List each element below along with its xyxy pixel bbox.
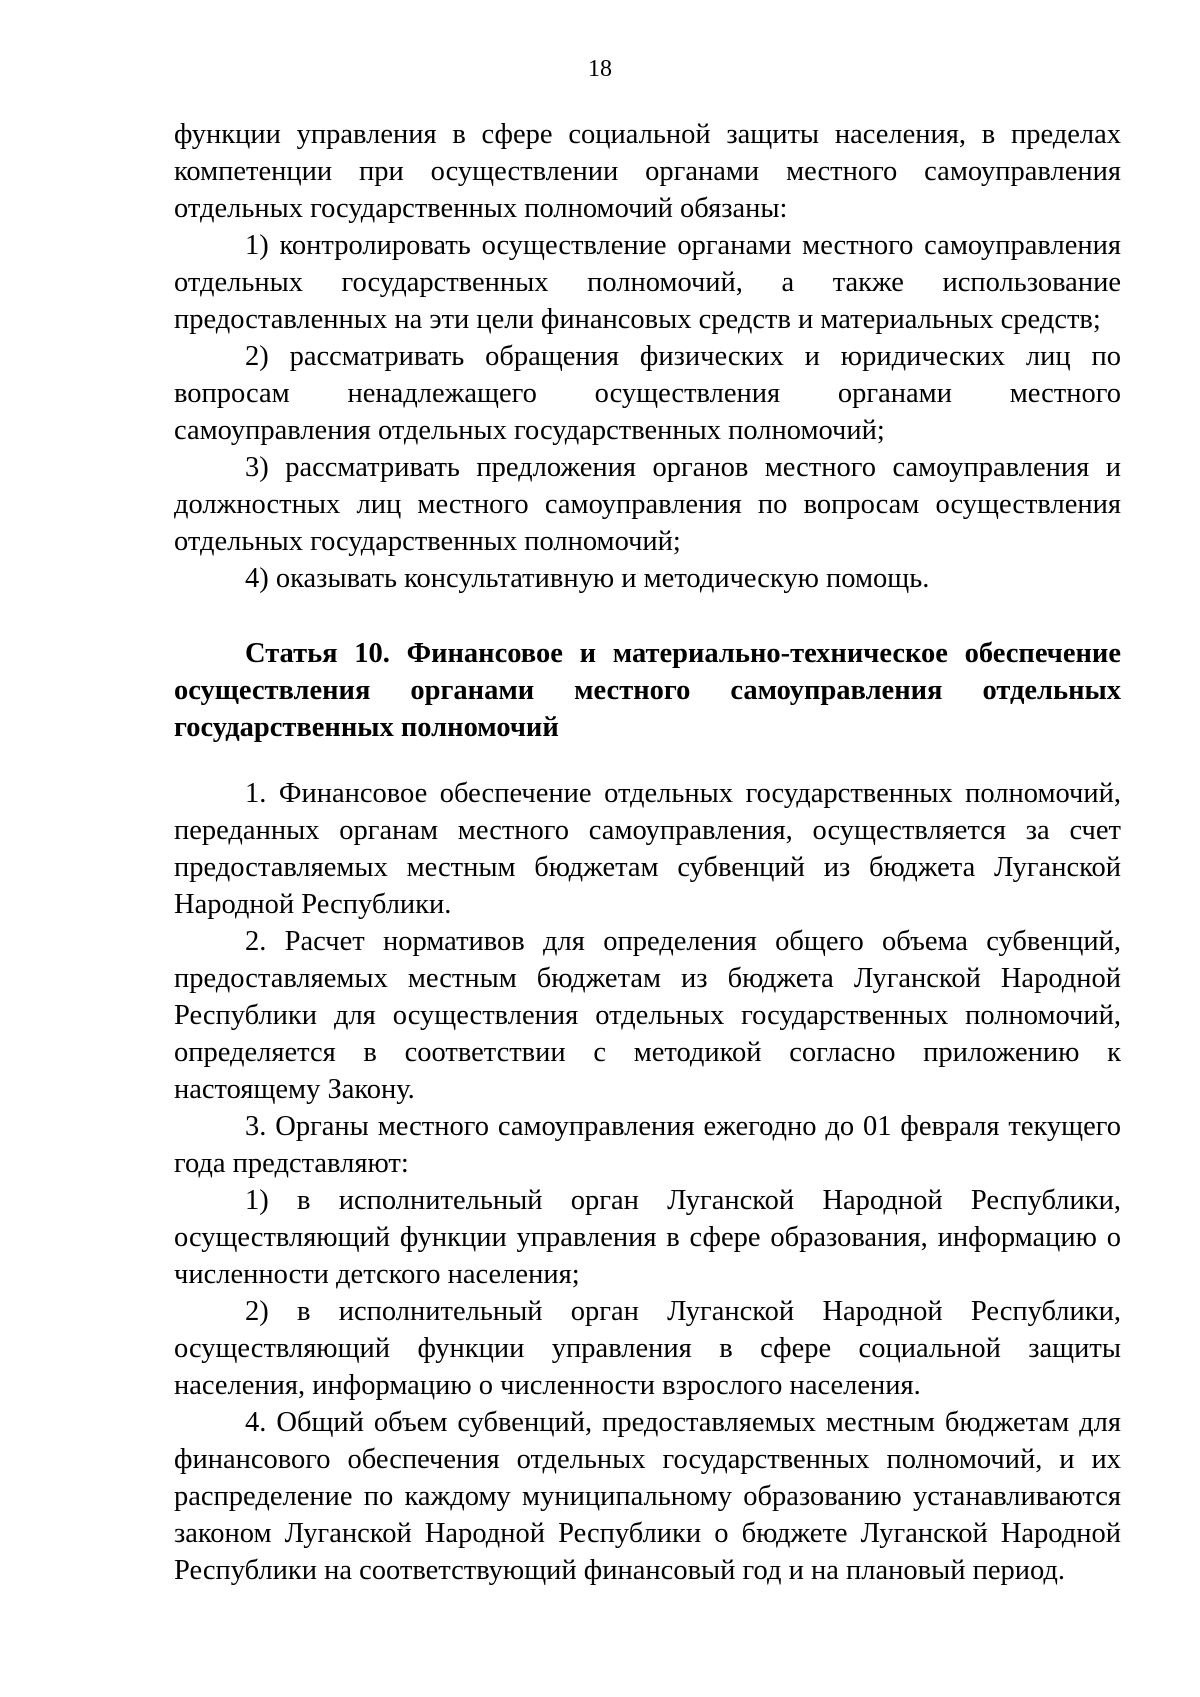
list-item-assistance: 4) оказывать консультативную и методическую помощь. bbox=[245, 563, 930, 594]
page-number: 18 bbox=[588, 56, 612, 82]
article-10-part-4: 4. Общий объем субвенций, предоставляемых местным бюджетам для финансового обеспечения отдельных государственных полномочий, и их распределение по каждому муниципальному образованию устанавливаются законом Луганской Народной Республики о бюджете Луганской Народной Республики на соответствующий финансовый год и на плановый период. bbox=[174, 1407, 1121, 1586]
article-10-part-2: 2. Расчет нормативов для определения общего объема субвенций, предоставляемых местным бюджетам из бюджета Луганской Народной Республики для осуществления отдельных государственных полномочий, определяется в соответствии с методикой согласно приложению к настоящему Закону. bbox=[174, 926, 1121, 1105]
article-10-part-1: 1. Финансовое обеспечение отдельных государственных полномочий, переданных органам местного самоуправления, осуществляется за счет предоставляемых местным бюджетам субвенций из бюджета Луганской Народной Республики. bbox=[174, 778, 1121, 920]
article-10-part-3: 3. Органы местного самоуправления ежегодно до 01 февраля текущего года представляют: bbox=[174, 1111, 1121, 1179]
article-10-heading: Статья 10. Финансовое и материально-техническое обеспечение осуществления органами местного самоуправления отдельных государственных полномочий bbox=[174, 638, 1121, 743]
document-body bbox=[174, 116, 1121, 1589]
list-item-control: 1) контролировать осуществление органами местного самоуправления отдельных государственных полномочий, а также использование предоставленных на эти цели финансовых средств и материальных средств; bbox=[174, 230, 1121, 335]
list-item-proposals: 3) рассматривать предложения органов местного самоуправления и должностных лиц местного самоуправления по вопросам осуществления отдельных государственных полномочий; bbox=[174, 452, 1121, 557]
article-10-part-3-item-1: 1) в исполнительный орган Луганской Народной Республики, осуществляющий функции управления в сфере образования, информацию о численности детского населения; bbox=[174, 1185, 1121, 1290]
list-item-appeals: 2) рассматривать обращения физических и юридических лиц по вопросам ненадлежащего осуществления органами местного самоуправления отдельных государственных полномочий; bbox=[174, 341, 1121, 446]
paragraph-continuation: функции управления в сфере социальной защиты населения, в пределах компетенции при осуществлении органами местного самоуправления отдельных государственных полномочий обязаны: bbox=[174, 119, 1121, 224]
article-10-part-3-item-2: 2) в исполнительный орган Луганской Народной Республики, осуществляющий функции управления в сфере социальной защиты населения, информацию о численности взрослого населения. bbox=[174, 1296, 1121, 1401]
